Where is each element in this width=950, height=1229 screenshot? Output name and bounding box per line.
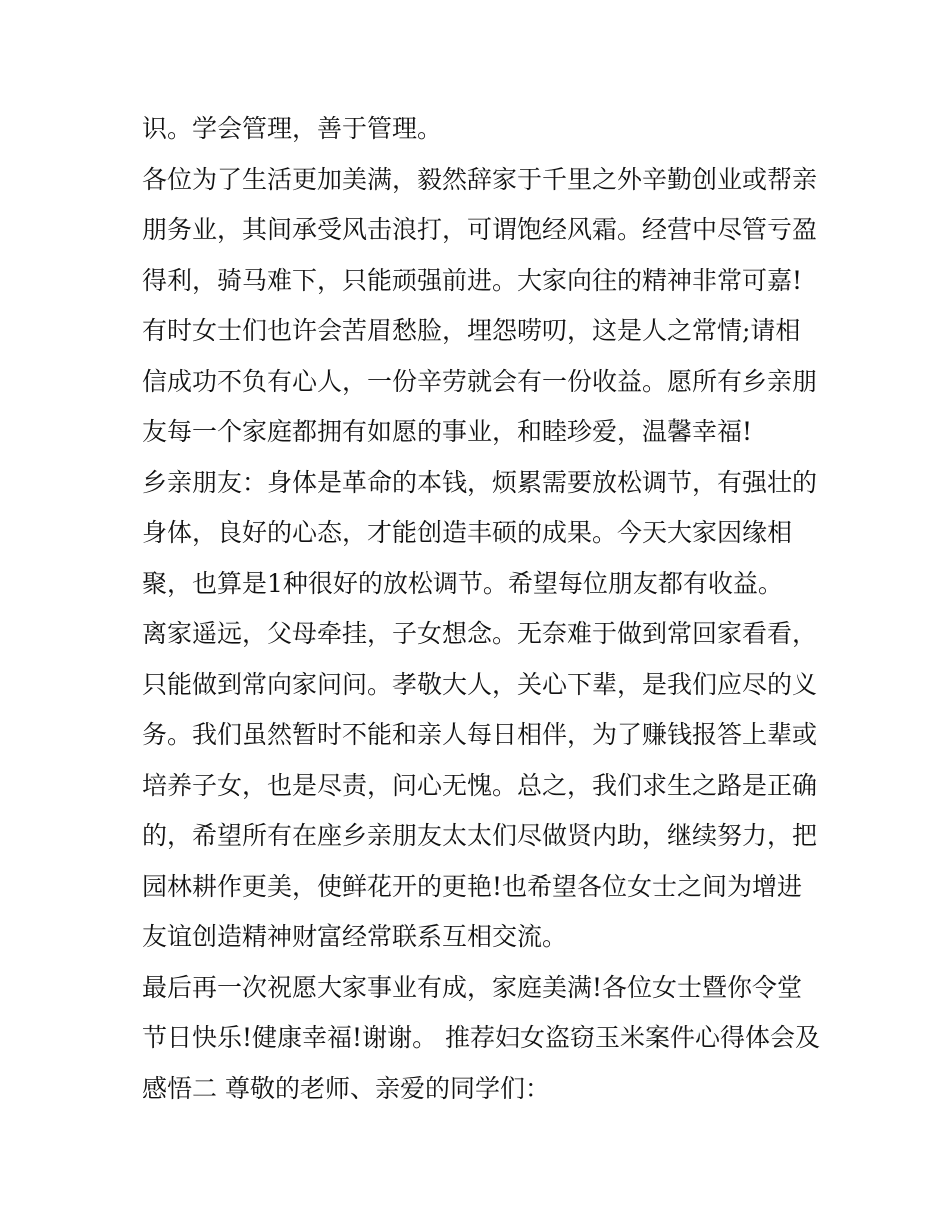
text-line: 乡亲朋友：身体是革命的本钱，烦累需要放松调节，有强壮的: [142, 467, 818, 497]
text-line: 身体，良好的心态，才能创造丰硕的成果。今天大家因缘相: [142, 518, 793, 547]
text-line: 园林耕作更美，使鲜花开的更艳!也希望各位女士之间为增进: [142, 871, 803, 901]
text-line: 信成功不负有心人，一份辛劳就会有一份收益。愿所有乡亲朋: [142, 366, 818, 396]
text-line: 只能做到常向家问问。孝敬大人，关心下辈，是我们应尽的义: [142, 669, 818, 699]
text-line: 朋务业，其间承受风击浪打，可谓饱经风霜。经营中尽管亏盈: [142, 215, 818, 244]
text-line: 感悟二 尊敬的老师、亲爱的同学们：: [142, 1073, 550, 1103]
text-line: 友每一个家庭都拥有如愿的事业，和睦珍爱，温馨幸福!: [142, 417, 753, 446]
text-line: 培养子女，也是尽责，问心无愧。总之，我们求生之路是正确: [142, 770, 818, 800]
text-line: 有时女士们也许会苦眉愁脸，埋怨唠叨，这是人之常情;请相: [142, 316, 801, 345]
text-line: 的，希望所有在座乡亲朋友太太们尽做贤内助，继续努力，把: [142, 821, 818, 850]
text-line: 最后再一次祝愿大家事业有成，家庭美满!各位女士暨你令堂: [142, 972, 803, 1002]
document-body: [142, 104, 822, 1114]
text-line: 节日快乐!健康幸福!谢谢。 推荐妇女盗窃玉米案件心得体会及: [142, 1023, 821, 1052]
text-line: 离家遥远，父母牵挂，子女想念。无奈难于做到常回家看看，: [142, 619, 818, 648]
text-line: 友谊创造精神财富经常联系互相交流。: [142, 922, 568, 951]
text-line: 得利，骑马难下，只能顽强前进。大家向往的精神非常可嘉!: [142, 265, 803, 295]
text-line: 务。我们虽然暂时不能和亲人每日相伴，为了赚钱报答上辈或: [142, 720, 818, 749]
text-line: 各位为了生活更加美满，毅然辞家于千里之外辛勤创业或帮亲: [142, 164, 818, 194]
text-line: 识。学会管理，善于管理。: [142, 114, 443, 143]
text-line: 聚，也算是1种很好的放松调节。希望每位朋友都有收益。: [142, 568, 783, 598]
